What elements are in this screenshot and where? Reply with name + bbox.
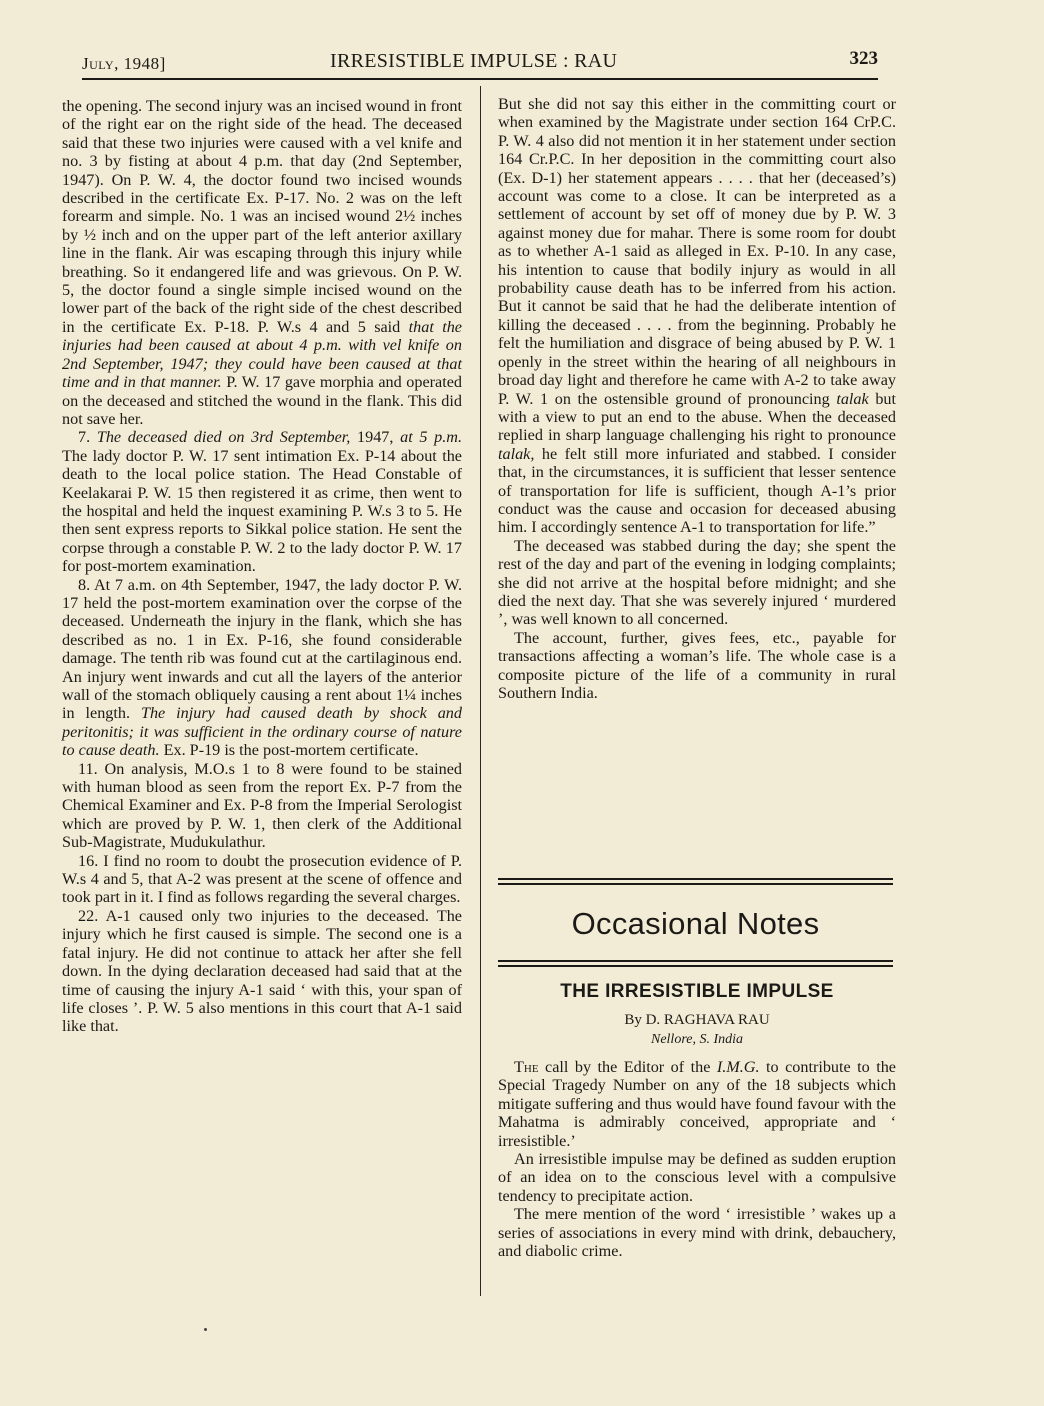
text-run: but with a view to put an end to the abuse. When the deceased replied in sharp language challenging his right to pronounce	[498, 389, 897, 445]
paragraph	[62, 97, 462, 428]
article-affiliation: Nellore, S. India	[650, 1032, 744, 1047]
paragraph	[62, 576, 462, 760]
running-header	[78, 44, 880, 80]
text-run: the opening. The second injury was an incised wound in front of the right ear on the right side of the head. The deceased said that these two injuries were caused with a vel knife and no. 3 by fisting at about 4 p.m. that day (2nd September, 1947). On P. W. 4, the doctor found two incised wounds described in the certificate Ex. P-17. No. 2 was on the left forearm and simple. No. 1 was an incised wound 2½ inches by ½ inch and on the upper part of the left anterior axillary line in the flank. Air was escaping through this injury while breathing. So it endangered life and was grievous. On P. W. 5, the doctor found a single simple incised wound on the lower part of the back of the right side of the chest described in the certificate Ex. P-18. P. W.s 4 and 5 said	[62, 97, 462, 336]
text-run: P. W. 17 gave morphia and operated on the deceased and stitched the wound in the flank. This did not save her.	[62, 373, 462, 428]
text-run: 7.	[78, 428, 97, 447]
paragraph: 16. I find no room to doubt the prosecution evidence of P. W.s 4 and 5, that A-2 was present at the scene of offence and took part in it. I find as follows regarding the several charges.	[62, 851, 462, 907]
italic-run: talak,	[498, 444, 535, 463]
text-run: to contribute to the Special Tragedy Number on any of the 18 subjects which mitigate suffering and thus would have found favour with the Mahatma is admirably conceived, appropriate and ‘ irresistible.’	[498, 1058, 896, 1150]
paragraph	[498, 1058, 896, 1150]
page-number: 323	[849, 48, 878, 69]
italic-run: that the injuries had been caused at about 4 p.m. with vel knife on 2nd September, 1947; they could have been caused at that time and in that manner.	[62, 317, 462, 392]
section-rule-bottom	[498, 960, 893, 967]
paragraph: The account, further, gives fees, etc., payable for transactions affecting a woman’s life. The whole case is a composite picture of the life of a community in rural Southern India.	[498, 628, 896, 702]
paragraph: The mere mention of the word ‘ irresistible ’ wakes up a series of associations in every mind with drink, debauchery, and diabolic crime.	[498, 1205, 896, 1261]
text-run: he felt still more infuriated and stabbed. I consider that, in the circumstances, it is sufficient that lesser sentence of transportation for life is sufficient, though A-1’s prior conduct was the cause and occasion for deceased abusing him. I accordingly sentence A-1 to transportation for life.”	[498, 444, 896, 537]
italic-run: at 5 p.m.	[400, 428, 463, 447]
article-title: THE IRRESISTIBLE IMPULSE	[560, 981, 834, 1002]
paragraph: 22. A-1 caused only two injuries to the deceased. The injury which he first caused is simple. The second one is a fatal injury. He did not continue to attack her after she fell down. In the dying declaration deceased had said that at the time of causing the injury A-1 said ‘ with this, your span of life closes ’. P. W. 5 also mentions in this court that A-1 said like that.	[62, 906, 462, 1036]
italic-run: I.M.G.	[716, 1058, 760, 1076]
paragraph: An irresistible impulse may be defined as sudden eruption of an idea on to the conscious level with a compulsive tendency to precipitate action.	[498, 1150, 896, 1205]
text-run: But she did not say this either in the committing court or when examined by the Magistrate under section 164 CrP.C. P. W. 4 also did not mention it in her statement under section 164 Cr.P.C. In her deposition in the committing court also (Ex. D-1) her statement appears . . . . that her (deceased’s) account was come to a close. It can be interpreted as a settlement of account by set off of money due by P. W. 3 against money due for mahar. There is some room for doubt as to whether A-1 said as alleged in Ex. P-10. In any case, his intention to cause that bodily injury as would in all probability cause death has to be inferred from his action. But it cannot be said that he had the deliberate intention of killing the deceased . . . . from the beginning. Probably he felt the humiliation and disgrace of being abused by P. W. 1 openly in the street within the hearing of all neighbours in broad day light and therefore he came with A-2 to take away P. W. 1 on the ostensible ground of pronouncing	[498, 95, 896, 408]
text-run: call by the Editor of the	[538, 1058, 717, 1076]
article-body	[498, 1058, 896, 1260]
header-rule	[82, 78, 878, 80]
italic-run: talak	[836, 389, 869, 408]
text-run: The lady doctor P. W. 17 sent intimation Ex. P-14 about the death to the local police station. The Head Constable of Keelakarai P. W. 15 then registered it as crime, then went to the hospital and held the inquest examining P. W.s 3 to 5. He then sent express reports to Sikkal police station. He sent the corpse through a constable P. W. 2 to the lady doctor P. W. 17 for post-mortem examination.	[62, 446, 462, 576]
column-divider	[480, 86, 481, 1296]
text-run: 8. At 7 a.m. on 4th September, 1947, the lady doctor P. W. 17 held the post-mortem examination over the corpse of the deceased. Underneath the injury in the flank, which she has described as no. 1 in Ex. P-16, she found considerable damage. The tenth rib was found cut at the cartilaginous end. An injury went inwards and cut all the layers of the anterior wall of the stomach obliquely causing a rent about 1¼ inches in length.	[62, 575, 462, 723]
lead-word: The	[514, 1058, 539, 1076]
left-column	[62, 97, 462, 1036]
issue-date: July, 1948]	[82, 54, 166, 73]
paragraph: The deceased was stabbed during the day; she spent the rest of the day and part of the evening in lodging complaints; she did not arrive at the hospital before midnight; and she died the next day. That she was severely injured ‘ murdered ’, was well known to all concerned.	[498, 536, 896, 629]
italic-run: The deceased died on 3rd September,	[96, 428, 351, 447]
article-byline: By D. RAGHAVA RAU	[624, 1012, 770, 1028]
text-run: 1947,	[350, 428, 401, 447]
section-heading: Occasional Notes	[571, 906, 820, 941]
italic-run: The injury had caused death by shock and peritonitis; it was sufficient in the ordinary course of nature to cause death.	[62, 704, 462, 760]
paragraph	[498, 95, 896, 537]
section-rule-top	[498, 878, 893, 885]
text-run: Ex. P-19 is the post-mortem certificate.	[159, 741, 419, 760]
paragraph: 11. On analysis, M.O.s 1 to 8 were found to be stained with human blood as seen from the report Ex. P-7 from the Chemical Examiner and Ex. P-8 from the Imperial Serologist which are proved by P. W. 1, then clerk of the Additional Sub-Magistrate, Mudukulathur.	[62, 759, 462, 852]
right-column	[498, 95, 896, 702]
print-speck	[204, 1328, 207, 1331]
running-title: IRRESISTIBLE IMPULSE : RAU	[330, 50, 618, 72]
paragraph	[62, 428, 462, 575]
